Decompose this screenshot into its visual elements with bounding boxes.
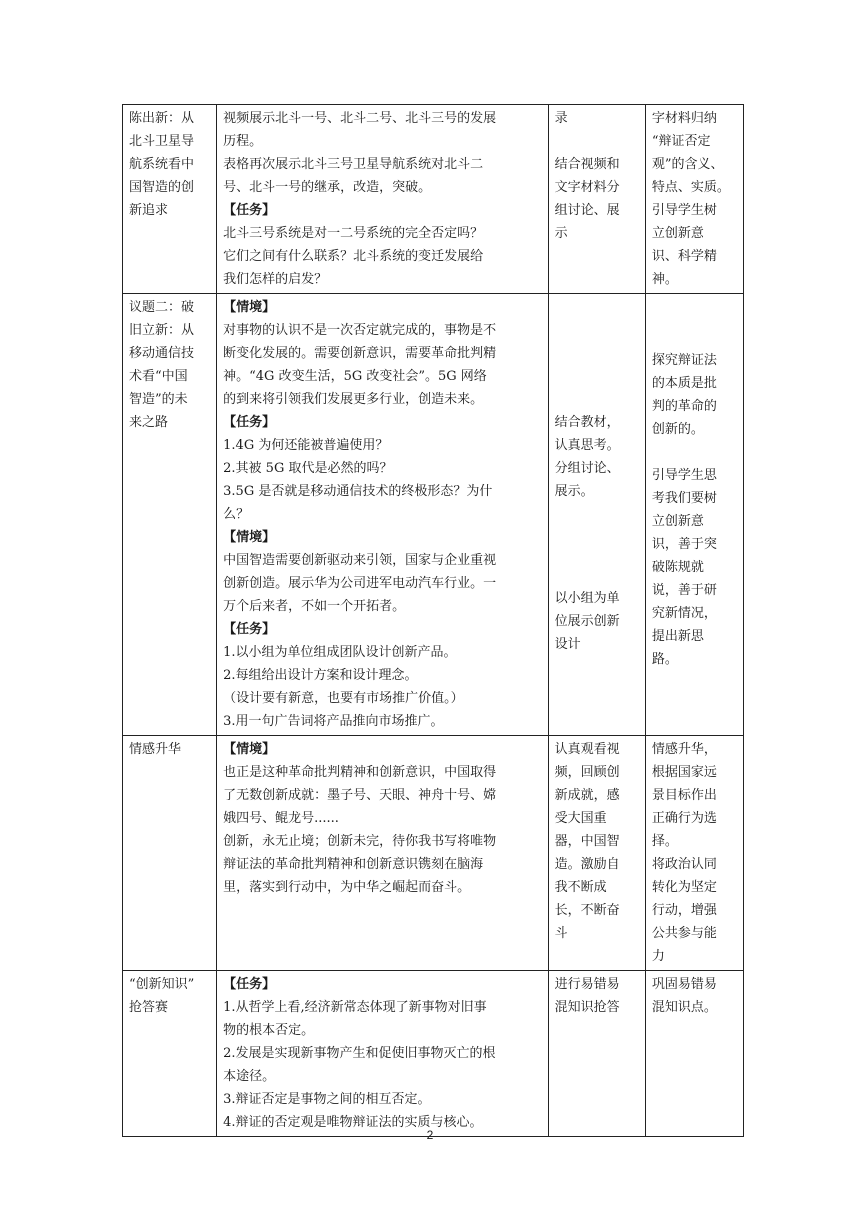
text-line: 北斗三号系统是对一二号系统的完全否定吗？ <box>223 226 484 241</box>
text-line: 混知识点。 <box>651 1000 717 1015</box>
design-intent-cell <box>645 105 743 294</box>
text-line: （设计要有新意，也要有市场推广价值。） <box>223 691 464 706</box>
text-line: 考我们要树 <box>651 491 717 506</box>
text-line: 混知识抢答 <box>554 1000 620 1015</box>
text-line: 巩固易错易 <box>651 977 717 992</box>
content-cell <box>217 105 549 294</box>
text-line: 正确行为选 <box>651 811 717 826</box>
spacer <box>652 296 738 349</box>
text-line: 万个后来者，不如一个开拓者。 <box>223 599 406 614</box>
section-heading: 【情境】 <box>223 530 276 545</box>
text-line: 观”的含义、 <box>651 157 724 172</box>
text-line: 么？ <box>223 507 250 522</box>
text-line: 1.从哲学上看,经济新常态体现了新事物对旧事 <box>223 1000 487 1015</box>
text-line: 示 <box>554 226 568 241</box>
text-line: 视频展示北斗一号、北斗二号、北斗三号的发展 <box>223 111 497 126</box>
text-line: 了无数创新成就：墨子号、天眼、神舟十号、嫦 <box>223 788 497 803</box>
text-line: 对事物的认识不是一次否定就完成的，事物是不 <box>223 323 497 338</box>
text-line: 进行易错易 <box>554 977 620 992</box>
text-line: 择。 <box>651 834 678 849</box>
section-heading: 【任务】 <box>223 977 276 992</box>
design-intent-cell <box>645 294 743 736</box>
text-line: 2.每组给出设计方案和设计理念。 <box>223 668 418 683</box>
text-line: 物的根本否定。 <box>223 1023 315 1038</box>
text-line: 议题二：破 <box>129 300 195 315</box>
table-row <box>123 971 744 1137</box>
text-line: 识、科学精 <box>651 249 717 264</box>
text-line: 2.其被 5G 取代是必然的吗？ <box>223 461 393 476</box>
text-line: 的本质是批 <box>651 376 717 391</box>
spacer <box>555 503 640 587</box>
page-number: 2 <box>426 1128 434 1142</box>
text-line: 国智造的创 <box>129 180 195 195</box>
topic-cell <box>123 105 217 294</box>
text-line: 立创新意 <box>651 226 704 241</box>
text-line: 创新的。 <box>651 422 704 437</box>
text-line: 旧立新：从 <box>129 323 195 338</box>
content-cell <box>217 294 549 736</box>
text-line: 1.4G 为何还能被普遍使用？ <box>223 438 389 453</box>
text-line: 表格再次展示北斗三号卫星导航系统对北斗二 <box>223 157 484 172</box>
text-line: 究新情况， <box>651 606 717 621</box>
text-line: 创新创造。展示华为公司进军电动汽车行业。一 <box>223 576 497 591</box>
text-line: 3.5G 是否就是移动通信技术的终极形态？为什 <box>223 484 493 499</box>
text-line: 也正是这种革命批判精神和创新意识，中国取得 <box>223 765 497 780</box>
text-line: 认真观看视 <box>554 742 620 757</box>
text-line: 判的革命的 <box>651 399 717 414</box>
text-line: 移动通信技 <box>129 346 195 361</box>
text-line: 来之路 <box>129 415 169 430</box>
section-heading: 【任务】 <box>223 415 276 430</box>
text-line: 位展示创新 <box>554 614 620 629</box>
topic-cell <box>123 971 217 1137</box>
text-line: 引导学生思 <box>651 468 717 483</box>
section-heading: 【任务】 <box>223 203 276 218</box>
text-line: 本途径。 <box>223 1069 276 1084</box>
text-line: 2.发展是实现新事物产生和促使旧事物灭亡的根 <box>223 1046 496 1061</box>
text-line: 历程。 <box>223 134 263 149</box>
topic-cell <box>123 736 217 971</box>
text-line: 斗 <box>554 926 568 941</box>
text-line: 1.以小组为单位组成团队设计创新产品。 <box>223 645 457 660</box>
text-line: 3.辩证否定是事物之间的相互否定。 <box>223 1092 431 1107</box>
text-line: 4.辩证的否定观是唯物辩证法的实质与核心。 <box>223 1115 483 1130</box>
text-line: 长，不断奋 <box>554 903 620 918</box>
text-line: 我们怎样的启发？ <box>223 272 328 287</box>
text-line: 引导学生树 <box>651 203 717 218</box>
text-line: 术看“中国 <box>129 369 188 384</box>
text-line: 抢答赛 <box>129 1000 169 1015</box>
spacer <box>555 130 640 153</box>
text-line: “辩证否定 <box>651 134 711 149</box>
text-line: 的到来将引领我们发展更多行业，创造未来。 <box>223 392 484 407</box>
text-line: 展示。 <box>554 484 594 499</box>
text-line: 以小组为单 <box>554 591 620 606</box>
text-line: 它们之间有什么联系？北斗系统的变迁发展给 <box>223 249 484 264</box>
text-line: 路。 <box>651 652 678 667</box>
text-line: 辩证法的革命批判精神和创新意识镌刻在脑海 <box>223 857 484 872</box>
text-line: 陈出新：从 <box>129 111 195 126</box>
table-row <box>123 736 744 971</box>
text-line: 结合视频和 <box>554 157 620 172</box>
text-line: 分组讨论、 <box>554 461 620 476</box>
text-line: 字材料归纳 <box>651 111 717 126</box>
student-activity-cell <box>548 294 645 736</box>
text-line: 组讨论、展 <box>554 203 620 218</box>
text-line: 娥四号、鲲龙号...... <box>223 811 339 826</box>
text-line: 文字材料分 <box>554 180 620 195</box>
design-intent-cell <box>645 971 743 1137</box>
text-line: 结合教材， <box>554 415 620 430</box>
text-line: 频，回顾创 <box>554 765 620 780</box>
spacer <box>652 441 738 464</box>
text-line: 创新，永无止境；创新未完，待你我书写将唯物 <box>223 834 497 849</box>
text-line: 器，中国智 <box>554 834 620 849</box>
text-line: 景目标作出 <box>651 788 717 803</box>
text-line: 说，善于研 <box>651 583 717 598</box>
text-line: 力 <box>651 949 665 964</box>
text-line: 认真思考。 <box>554 438 620 453</box>
text-line: 神。 <box>651 272 678 287</box>
text-line: 录 <box>554 111 568 126</box>
text-line: 根据国家远 <box>651 765 717 780</box>
text-line: 情感升华 <box>129 742 182 757</box>
text-line: 断变化发展的。需要创新意识，需要革命批判精 <box>223 346 497 361</box>
text-line: 里，落实到行动中，为中华之崛起而奋斗。 <box>223 880 471 895</box>
text-line: 北斗卫星导 <box>129 134 195 149</box>
text-line: 识，善于突 <box>651 537 717 552</box>
text-line: 情感升华， <box>651 742 717 757</box>
text-line: 号、北斗一号的继承，改造，突破。 <box>223 180 432 195</box>
topic-cell <box>123 294 217 736</box>
text-line: 神。“4G 改变生活，5G 改变社会”。5G 网络 <box>223 369 487 384</box>
text-line: 造。激励自 <box>554 857 620 872</box>
text-line: 智造”的未 <box>129 392 188 407</box>
section-heading: 【情境】 <box>223 300 276 315</box>
text-line: 新成就，感 <box>554 788 620 803</box>
text-line: 中国智造需要创新驱动来引领，国家与企业重视 <box>223 553 497 568</box>
text-line: 提出新思 <box>651 629 704 644</box>
section-heading: 【情境】 <box>223 742 276 757</box>
text-line: 设计 <box>554 637 581 652</box>
text-line: 破陈规就 <box>651 560 704 575</box>
text-line: “创新知识” <box>129 977 195 992</box>
text-line: 航系统看中 <box>129 157 195 172</box>
text-line: 行动，增强 <box>651 903 717 918</box>
text-line: 探究辩证法 <box>651 353 717 368</box>
text-line: 将政治认同 <box>651 857 717 872</box>
design-intent-cell <box>645 736 743 971</box>
content-cell <box>217 971 549 1137</box>
text-line: 新追求 <box>129 203 169 218</box>
text-line: 3.用一句广告词将产品推向市场推广。 <box>223 714 444 729</box>
text-line: 我不断成 <box>554 880 607 895</box>
table-row <box>123 105 744 294</box>
table-row <box>123 294 744 736</box>
section-heading: 【任务】 <box>223 622 276 637</box>
student-activity-cell <box>548 105 645 294</box>
content-cell <box>217 736 549 971</box>
text-line: 特点、实质。 <box>651 180 730 195</box>
student-activity-cell <box>548 736 645 971</box>
student-activity-cell <box>548 971 645 1137</box>
text-line: 转化为坚定 <box>651 880 717 895</box>
lesson-plan-table <box>122 104 744 1137</box>
text-line: 立创新意 <box>651 514 704 529</box>
text-line: 受大国重 <box>554 811 607 826</box>
text-line: 公共参与能 <box>651 926 717 941</box>
spacer <box>555 296 640 411</box>
